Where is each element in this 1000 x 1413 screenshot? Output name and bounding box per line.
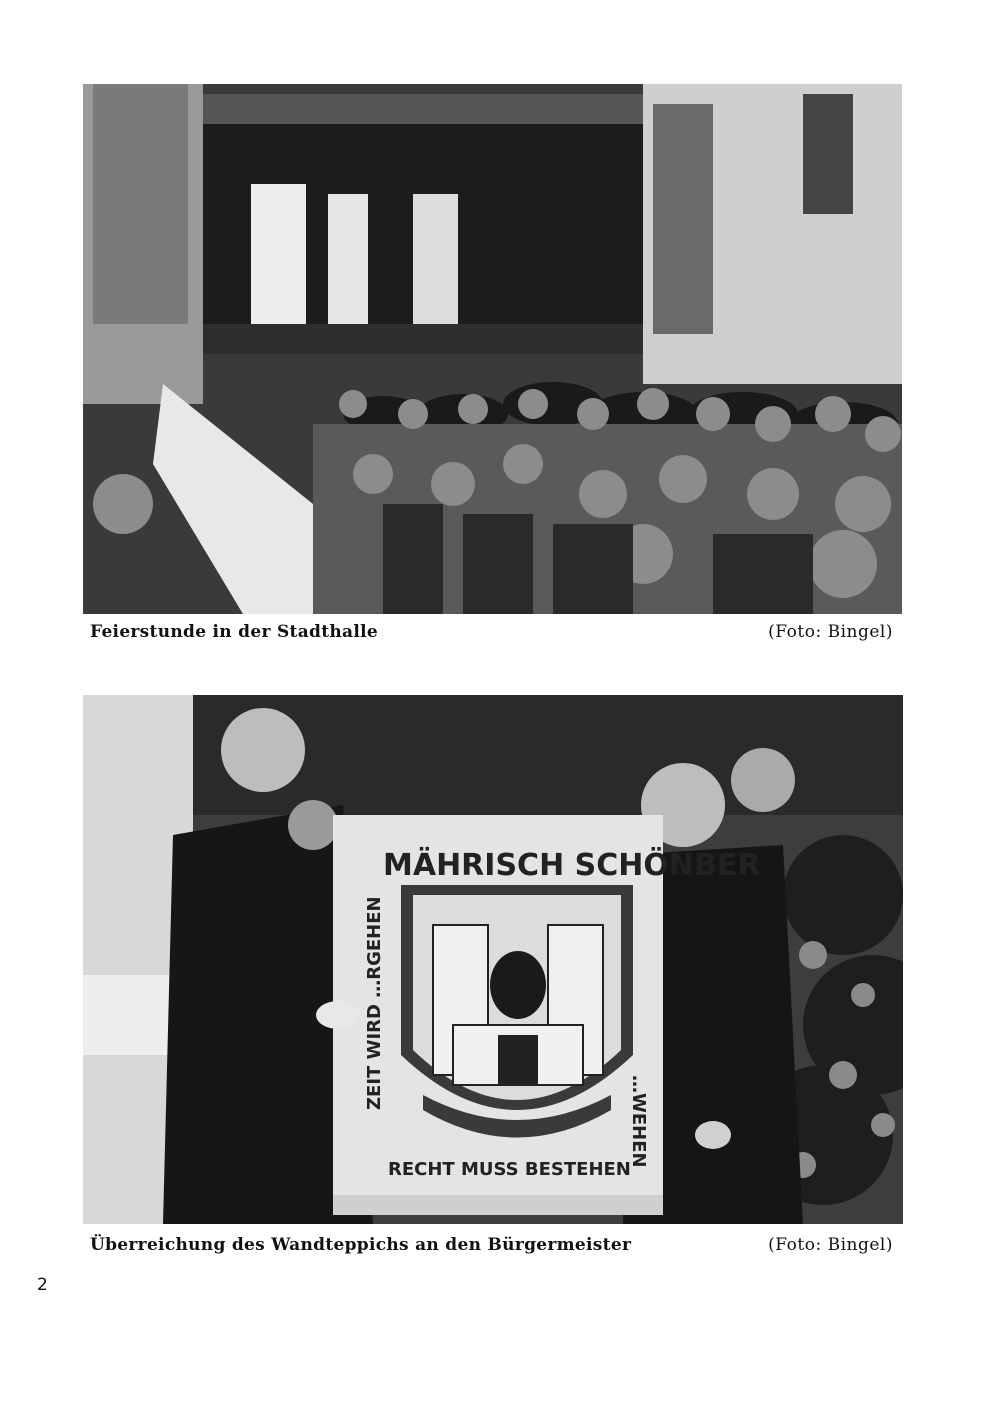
photo-credit: (Foto: Bingel) (768, 622, 893, 642)
banner-right-text: …WEHEN (628, 1075, 649, 1168)
banner-bottom-text: RECHT MUSS BESTEHEN (388, 1159, 631, 1180)
page-number: 2 (37, 1275, 48, 1295)
photo-caption: Feierstunde in der Stadthalle (90, 622, 378, 642)
hall-ceremony-photo (83, 84, 902, 614)
banner-top-text: MÄHRISCH SCHÖNBER (383, 848, 761, 883)
photo-caption: Überreichung des Wandteppichs an den Bürgermeister (90, 1235, 632, 1255)
banner-left-text: ZEIT WIRD …RGEHEN (364, 896, 385, 1110)
tapestry-presentation-photo (83, 695, 903, 1224)
photo-credit: (Foto: Bingel) (768, 1235, 893, 1255)
